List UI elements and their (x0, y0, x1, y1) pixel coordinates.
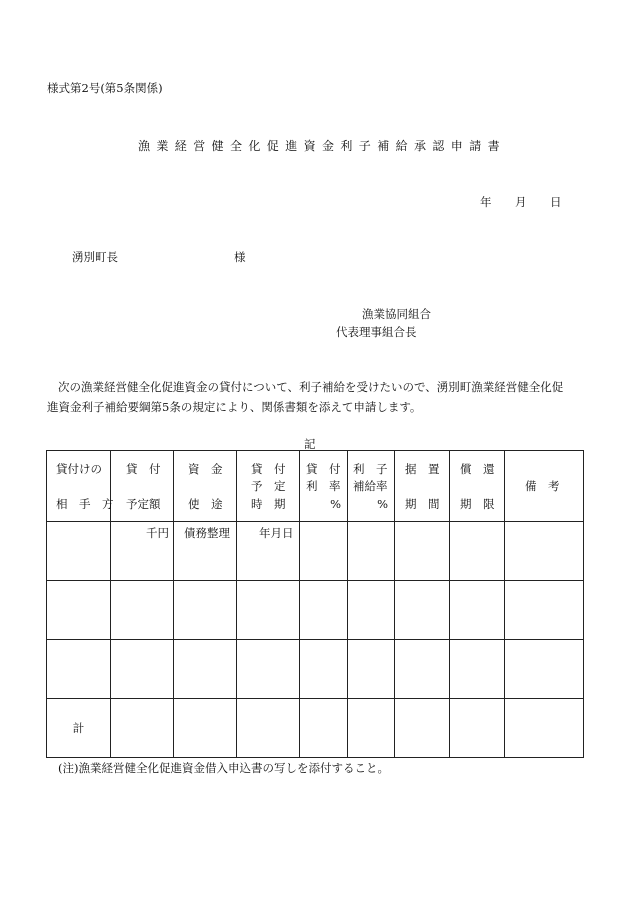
date-month-label: 月 (515, 195, 527, 209)
cell-lender[interactable] (47, 581, 111, 640)
cell-rate[interactable] (300, 522, 348, 581)
cell-amount[interactable] (111, 640, 174, 699)
cell-use[interactable] (174, 581, 237, 640)
cell-grace[interactable] (395, 699, 450, 758)
footnote: (注)漁業経営健全化促進資金借入申込書の写しを添付すること。 (58, 761, 389, 775)
header-rate-l3: % (330, 497, 341, 511)
header-use-l1: 資 金 (188, 462, 223, 476)
ki-label: 記 (304, 437, 316, 451)
cell-period[interactable] (237, 640, 300, 699)
header-rate (300, 451, 348, 522)
header-use (174, 451, 237, 522)
table-row (47, 640, 584, 699)
header-period-l3: 時 期 (251, 497, 286, 511)
header-period (237, 451, 300, 522)
period-unit: 年月日 (259, 526, 294, 540)
body-line-1: 次の漁業経営健全化促進資金の貸付について、利子補給を受けたいので、湧別町漁業経営健全化促 (58, 380, 564, 394)
header-lender (47, 451, 114, 522)
header-grace-l2: 期 間 (405, 497, 440, 511)
table-row (47, 522, 584, 581)
header-amount-l2: 予定額 (126, 497, 161, 511)
cell-subsidy[interactable] (348, 581, 395, 640)
document-title: 漁業経営健全化促進資金利子補給承認申請書 (138, 139, 507, 153)
cell-repay[interactable] (450, 581, 505, 640)
cell-repay[interactable] (450, 699, 505, 758)
header-period-l2: 予 定 (251, 479, 286, 493)
cell-grace[interactable] (395, 522, 450, 581)
cell-subsidy[interactable] (348, 699, 395, 758)
cell-rate[interactable] (300, 640, 348, 699)
header-period-l1: 貸 付 (251, 462, 286, 476)
cell-amount[interactable] (111, 699, 174, 758)
cell-lender[interactable] (47, 522, 111, 581)
header-subsidy-l2: 補給率 (353, 479, 388, 493)
cell-amount[interactable] (111, 581, 174, 640)
addressee: 湧別町長 (72, 250, 118, 264)
total-row (47, 699, 584, 758)
cell-period[interactable] (237, 522, 300, 581)
header-subsidy-l3: % (377, 497, 388, 511)
header-rate-l2: 利 率 (306, 479, 341, 493)
body-line-2: 進資金利子補給要綱第5条の規定により、関係書類を添えて申請します。 (47, 400, 422, 414)
cell-subsidy[interactable] (348, 640, 395, 699)
header-grace (395, 451, 450, 522)
header-use-l2: 使 途 (188, 497, 223, 511)
cell-use[interactable] (174, 640, 237, 699)
form-number: 様式第2号(第5条関係) (47, 81, 163, 95)
honorific: 様 (234, 250, 246, 264)
cell-repay[interactable] (450, 522, 505, 581)
cell-repay[interactable] (450, 640, 505, 699)
header-repay-l1: 償 還 (460, 462, 495, 476)
cell-use[interactable] (174, 699, 237, 758)
header-amount-l1: 貸 付 (126, 462, 161, 476)
date-day-label: 日 (550, 195, 562, 209)
date-year-label: 年 (480, 195, 492, 209)
cell-remarks[interactable] (505, 699, 584, 758)
use-value: 債務整理 (184, 526, 230, 540)
cell-amount[interactable] (111, 522, 174, 581)
header-subsidy-l1: 利 子 (353, 462, 388, 476)
cell-rate[interactable] (300, 581, 348, 640)
cell-lender[interactable] (47, 640, 111, 699)
header-repay (450, 451, 505, 522)
cell-period[interactable] (237, 581, 300, 640)
applicant-rep: 代表理事組合長 (336, 325, 417, 339)
header-grace-l1: 据 置 (405, 462, 440, 476)
header-remarks-label: 備 考 (525, 479, 560, 493)
table-header-row (47, 451, 584, 522)
header-remarks (505, 451, 584, 522)
cell-grace[interactable] (395, 581, 450, 640)
amount-unit: 千円 (146, 526, 169, 540)
header-subsidy (348, 451, 395, 522)
cell-remarks[interactable] (505, 522, 584, 581)
header-repay-l2: 期 限 (460, 497, 495, 511)
header-lender-l1: 貸付けの (56, 462, 102, 476)
header-rate-l1: 貸 付 (306, 462, 341, 476)
cell-use[interactable] (174, 522, 237, 581)
cell-subsidy[interactable] (348, 522, 395, 581)
header-lender-l2: 相 手 方 (56, 497, 114, 511)
application-table (46, 450, 584, 758)
cell-remarks[interactable] (505, 581, 584, 640)
applicant-org: 漁業協同組合 (362, 307, 431, 321)
total-label: 計 (47, 699, 111, 758)
cell-period[interactable] (237, 699, 300, 758)
cell-remarks[interactable] (505, 640, 584, 699)
cell-grace[interactable] (395, 640, 450, 699)
header-amount (111, 451, 174, 522)
table-row (47, 581, 584, 640)
cell-rate[interactable] (300, 699, 348, 758)
